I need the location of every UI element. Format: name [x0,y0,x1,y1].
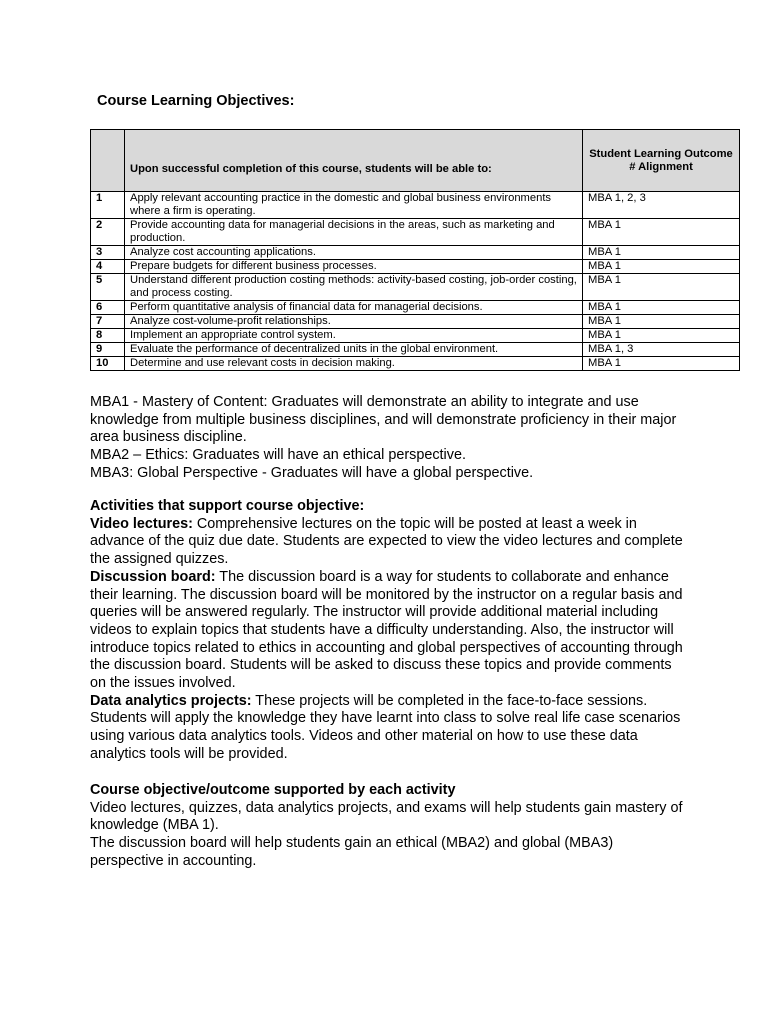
row-description: Prepare budgets for different business processes. [125,260,583,274]
table-row [91,315,740,329]
data-analytics-paragraph [90,693,690,764]
row-alignment: MBA 1, 3 [583,343,740,357]
row-alignment: MBA 1 [583,274,740,301]
video-lectures-paragraph [90,516,690,569]
row-number: 1 [91,192,125,219]
discussion-board-paragraph [90,569,690,693]
row-description: Understand different production costing methods: activity-based costing, job-order costing, and process costing. [125,274,583,301]
table-row [91,219,740,246]
row-description: Analyze cost accounting applications. [125,246,583,260]
row-number: 10 [91,357,125,371]
number-column-header [91,130,125,192]
row-description: Determine and use relevant costs in decision making. [125,357,583,371]
table-row [91,357,740,371]
row-alignment: MBA 1 [583,260,740,274]
row-alignment: MBA 1 [583,315,740,329]
row-number: 2 [91,219,125,246]
table-row [91,343,740,357]
mba3-definition: MBA3: Global Perspective - Graduates will have a global perspective. [90,464,534,481]
row-number: 6 [91,301,125,315]
objectives-table [90,129,740,371]
row-description: Analyze cost-volume-profit relationships. [125,315,583,329]
table-row [91,260,740,274]
row-description: Provide accounting data for managerial decisions in the areas, such as marketing and production. [125,219,583,246]
table-row [91,301,740,315]
row-alignment: MBA 1 [583,329,740,343]
table-row [91,192,740,219]
row-number: 9 [91,343,125,357]
data-analytics-text: These projects will be completed in the face-to-face sessions. Students will apply the knowledge they have learnt into class to solve real life case scenarios using various data analytics tools. Videos and other material on how to use these data analytics tools will be provided. [90,692,681,762]
row-alignment: MBA 1 [583,246,740,260]
row-alignment: MBA 1 [583,357,740,371]
row-number: 3 [91,246,125,260]
row-alignment: MBA 1, 2, 3 [583,192,740,219]
activities-heading: Activities that support course objective: [90,498,365,514]
row-number: 5 [91,274,125,301]
row-alignment: MBA 1 [583,301,740,315]
video-lectures-label: Video lectures: [90,515,193,532]
row-number: 4 [91,260,125,274]
description-column-header: Upon successful completion of this course, students will be able to: [125,130,583,192]
outcome-heading: Course objective/outcome supported by each activity [90,782,456,798]
table-header-row [91,130,740,192]
row-description: Perform quantitative analysis of financial data for managerial decisions. [125,301,583,315]
mba-definitions [90,394,690,483]
alignment-column-header: Student Learning Outcome # Alignment [583,130,740,192]
row-description: Evaluate the performance of decentralized units in the global environment. [125,343,583,357]
mba2-definition: MBA2 – Ethics: Graduates will have an ethical perspective. [90,447,466,464]
discussion-board-text: The discussion board is a way for students to collaborate and enhance their learning. The discussion board will be monitored by the instructor on a regular basis and queries will be answered regularly. The instructor will provide additional material including videos to explain topics that students have a difficulty understanding. Also, the instructor will introduce topics related to ethics in accounting and global perspectives of accounting through the discussion board. Students will be asked to discuss these topics and provide comments on the issues involved. [90,568,683,692]
row-alignment: MBA 1 [583,219,740,246]
outcome-paragraph-1: Video lectures, quizzes, data analytics projects, and exams will help students gain mastery of knowledge (MBA 1). [90,799,683,834]
page-title: Course Learning Objectives: [97,93,295,109]
table-row [91,329,740,343]
video-lectures-text: Comprehensive lectures on the topic will be posted at least a week in advance of the quiz due date. Students are expected to view the video lectures and complete the assigned quizzes. [90,515,683,568]
data-analytics-label: Data analytics projects: [90,692,252,709]
row-number: 8 [91,329,125,343]
row-number: 7 [91,315,125,329]
table-row [91,274,740,301]
row-description: Apply relevant accounting practice in the domestic and global business environments where a firm is operating. [125,192,583,219]
table-row [91,246,740,260]
discussion-board-label: Discussion board: [90,568,216,585]
row-description: Implement an appropriate control system. [125,329,583,343]
outcome-section [90,782,690,871]
activities-section [90,498,690,764]
mba1-definition: MBA1 - Mastery of Content: Graduates will demonstrate an ability to integrate and use knowledge from multiple business disciplines, and will demonstrate proficiency in their major area business discipline. [90,394,677,446]
outcome-paragraph-2: The discussion board will help students gain an ethical (MBA2) and global (MBA3) perspective in accounting. [90,835,614,869]
